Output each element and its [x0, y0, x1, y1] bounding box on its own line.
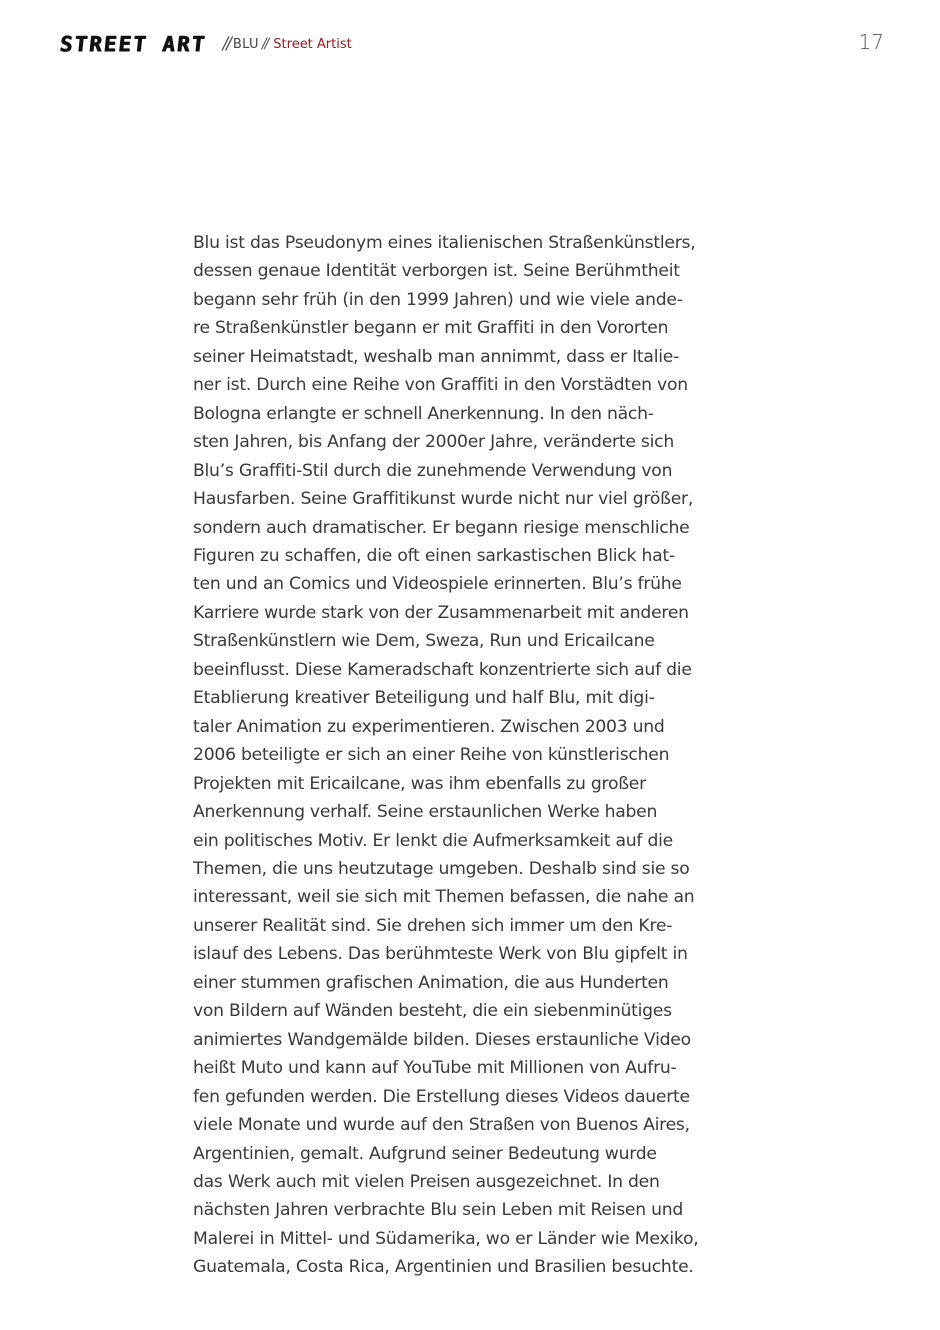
- article-line: Themen, die uns heutzutage umgeben. Deshalb sind sie so: [193, 858, 690, 879]
- article-line: Straßenkünstlern wie Dem, Sweza, Run und Ericailcane: [193, 631, 655, 652]
- article-line: Karriere wurde stark von der Zusammenarbeit mit anderen: [193, 602, 689, 623]
- article-line: Guatemala, Costa Rica, Argentinien und Brasilien besuchte.: [193, 1257, 694, 1278]
- article-line: viele Monate und wurde auf den Straßen von Buenos Aires,: [193, 1115, 690, 1136]
- article-line: beeinflusst. Diese Kameradschaft konzentrierte sich auf die: [193, 659, 692, 680]
- article-line: ein politisches Motiv. Er lenkt die Aufmerksamkeit auf die: [193, 830, 673, 851]
- article-line: interessant, weil sie sich mit Themen befassen, die nahe an: [193, 887, 695, 908]
- article-body: [193, 229, 763, 1282]
- article-line: Malerei in Mittel- und Südamerika, wo er Länder wie Mexiko,: [193, 1228, 699, 1249]
- article-line: sondern auch dramatischer. Er begann riesige menschliche: [193, 517, 690, 538]
- article-line: sten Jahren, bis Anfang der 2000er Jahre, veränderte sich: [193, 432, 674, 453]
- article-line: re Straßenkünstler begann er mit Graffiti in den Vororten: [193, 318, 669, 339]
- article-line: fen gefunden werden. Die Erstellung dieses Videos dauerte: [193, 1086, 690, 1107]
- article-line: islauf des Lebens. Das berühmteste Werk von Blu gipfelt in: [193, 944, 688, 965]
- article-line: Hausfarben. Seine Graffitikunst wurde nicht nur viel größer,: [193, 489, 694, 510]
- article-line: animiertes Wandgemälde bilden. Dieses erstaunliche Video: [193, 1029, 691, 1050]
- breadcrumb-separator: //: [222, 34, 230, 54]
- article-line: Projekten mit Ericailcane, was ihm ebenfalls zu großer: [193, 773, 646, 794]
- article-line: einer stummen grafischen Animation, die aus Hunderten: [193, 972, 669, 993]
- article-line: ten und an Comics und Videospiele erinnerten. Blu’s frühe: [193, 574, 682, 595]
- article-line: Etablierung kreativer Beteiligung und half Blu, mit digi-: [193, 688, 655, 709]
- article-line: begann sehr früh (in den 1999 Jahren) und wie viele ande-: [193, 289, 683, 310]
- article-line: seiner Heimatstadt, weshalb man annimmt, dass er Italie-: [193, 346, 680, 367]
- article-line: Blu ist das Pseudonym eines italienischen Straßenkünstlers,: [193, 233, 696, 253]
- article-line: Bologna erlangte er schnell Anerkennung. In den näch-: [193, 403, 654, 424]
- article-line: nächsten Jahren verbrachte Blu sein Leben mit Reisen und: [193, 1200, 684, 1221]
- breadcrumb-section: BLU: [232, 36, 259, 52]
- article-line: 2006 beteiligte er sich an einer Reihe von künstlerischen: [193, 745, 670, 766]
- article-line: von Bildern auf Wänden besteht, die ein siebenminütiges: [193, 1001, 672, 1022]
- article-line: dessen genaue Identität verborgen ist. Seine Berühmtheit: [193, 261, 680, 282]
- article-line: Anerkennung verhalf. Seine erstaunlichen Werke haben: [193, 802, 658, 823]
- article-line: Blu’s Graffiti-Stil durch die zunehmende Verwendung von: [193, 460, 673, 481]
- page-header: [60, 30, 352, 58]
- article-line: das Werk auch mit vielen Preisen ausgezeichnet. In den: [193, 1171, 660, 1192]
- article-line: Argentinien, gemalt. Aufgrund seiner Bedeutung wurde: [193, 1143, 657, 1164]
- article-line: taler Animation zu experimentieren. Zwischen 2003 und: [193, 716, 665, 737]
- article-line: ner ist. Durch eine Reihe von Graffiti in den Vorstädten von: [193, 375, 688, 396]
- street-art-logo: STREET ART: [58, 32, 208, 56]
- article-line: Figuren zu schaffen, die oft einen sarkastischen Blick hat-: [193, 545, 675, 566]
- article-line: heißt Muto und kann auf YouTube mit Millionen von Aufru-: [193, 1058, 677, 1079]
- page-number: 17: [858, 30, 884, 54]
- breadcrumb-separator: //: [261, 36, 268, 52]
- article-line: unserer Realität sind. Sie drehen sich immer um den Kre-: [193, 915, 673, 936]
- breadcrumb-subsection: Street Artist: [273, 36, 352, 52]
